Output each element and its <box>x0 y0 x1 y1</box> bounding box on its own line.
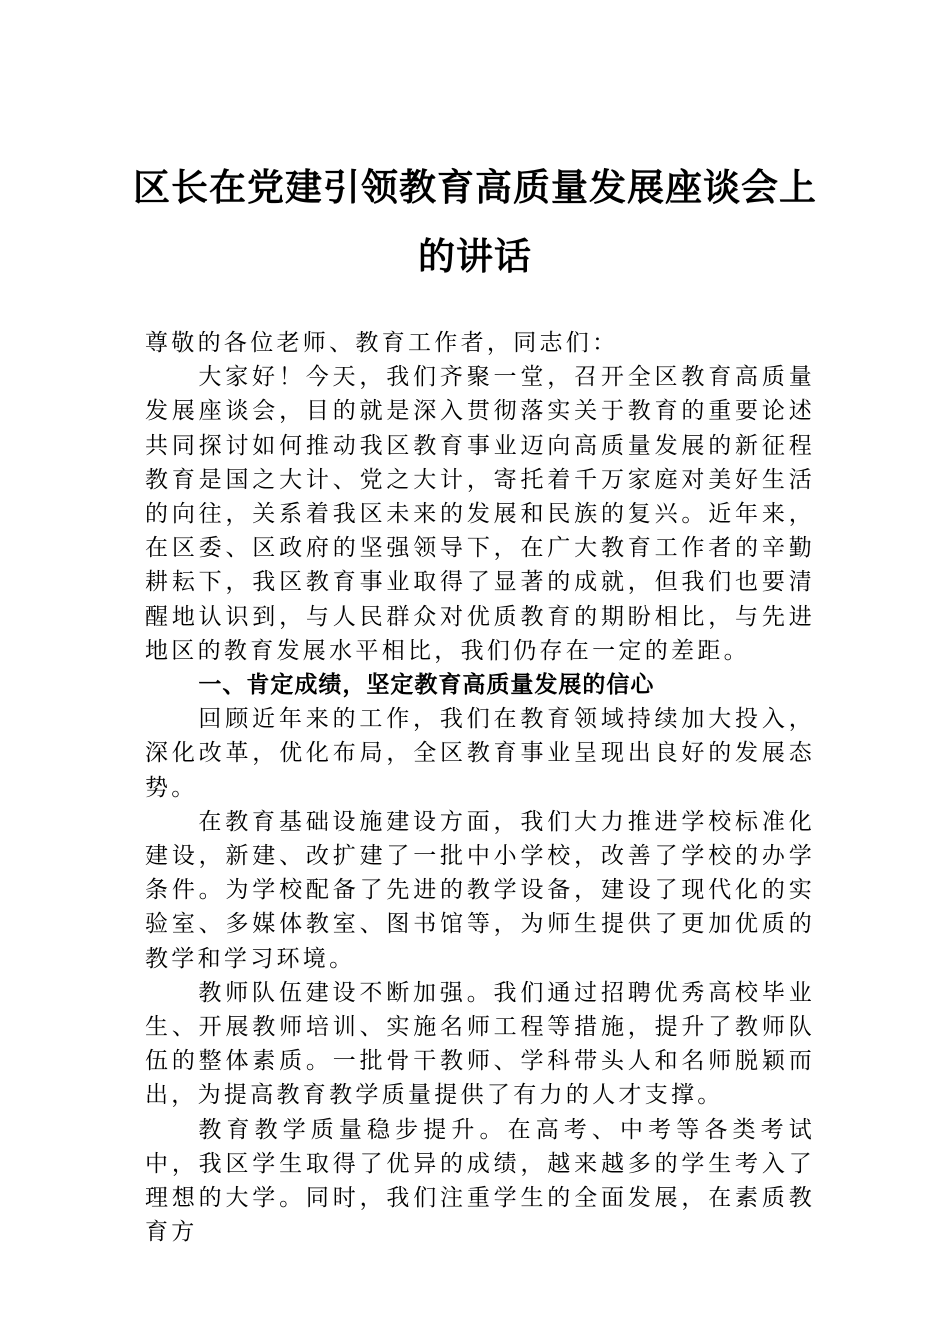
section-1-paragraph-1: 回顾近年来的工作，我们在教育领域持续加大投入，深化改革，优化布局，全区教育事业呈现出良好的发展态势。 <box>145 706 815 801</box>
section-1-paragraph-4: 教育教学质量稳步提升。在高考、中考等各类考试中，我区学生取得了优异的成绩，越来越多的学生考入了理想的大学。同时，我们注重学生的全面发展，在素质教育方 <box>145 1116 815 1246</box>
salutation: 尊敬的各位老师、教育工作者，同志们： <box>145 330 619 356</box>
section-1-paragraph-2: 在教育基础设施建设方面，我们大力推进学校标准化建设，新建、改扩建了一批中小学校，改善了学校的办学条件。为学校配备了先进的教学设备，建设了现代化的实验室、多媒体教室、图书馆等，为师生提供了更加优质的教学和学习环境。 <box>145 808 815 972</box>
document-title-line-1: 区长在党建引领教育高质量发展座谈会上 <box>133 165 817 209</box>
document-body <box>145 326 815 1249</box>
opening-paragraph: 大家好！今天，我们齐聚一堂，召开全区教育高质量发展座谈会，目的就是深入贯彻落实关于教育的重要论述共同探讨如何推动我区教育事业迈向高质量发展的新征程教育是国之大计、党之大计，寄托着千万家庭对美好生活的向往，关系着我区未来的发展和民族的复兴。近年来，在区委、区政府的坚强领导下，在广大教育工作者的辛勤耕耘下，我区教育事业取得了显著的成就，但我们也要清醒地认识到，与人民群众对优质教育的期盼相比，与先进地区的教育发展水平相比，我们仍存在一定的差距。 <box>145 364 815 664</box>
section-1-paragraph-3: 教师队伍建设不断加强。我们通过招聘优秀高校毕业生、开展教师培训、实施名师工程等措施，提升了教师队伍的整体素质。一批骨干教师、学科带头人和名师脱颖而出，为提高教育教学质量提供了有力的人才支撑。 <box>145 979 815 1109</box>
section-1-heading: 一、肯定成绩，坚定教育高质量发展的信心 <box>198 672 655 699</box>
document-title-line-2: 的讲话 <box>418 234 532 278</box>
